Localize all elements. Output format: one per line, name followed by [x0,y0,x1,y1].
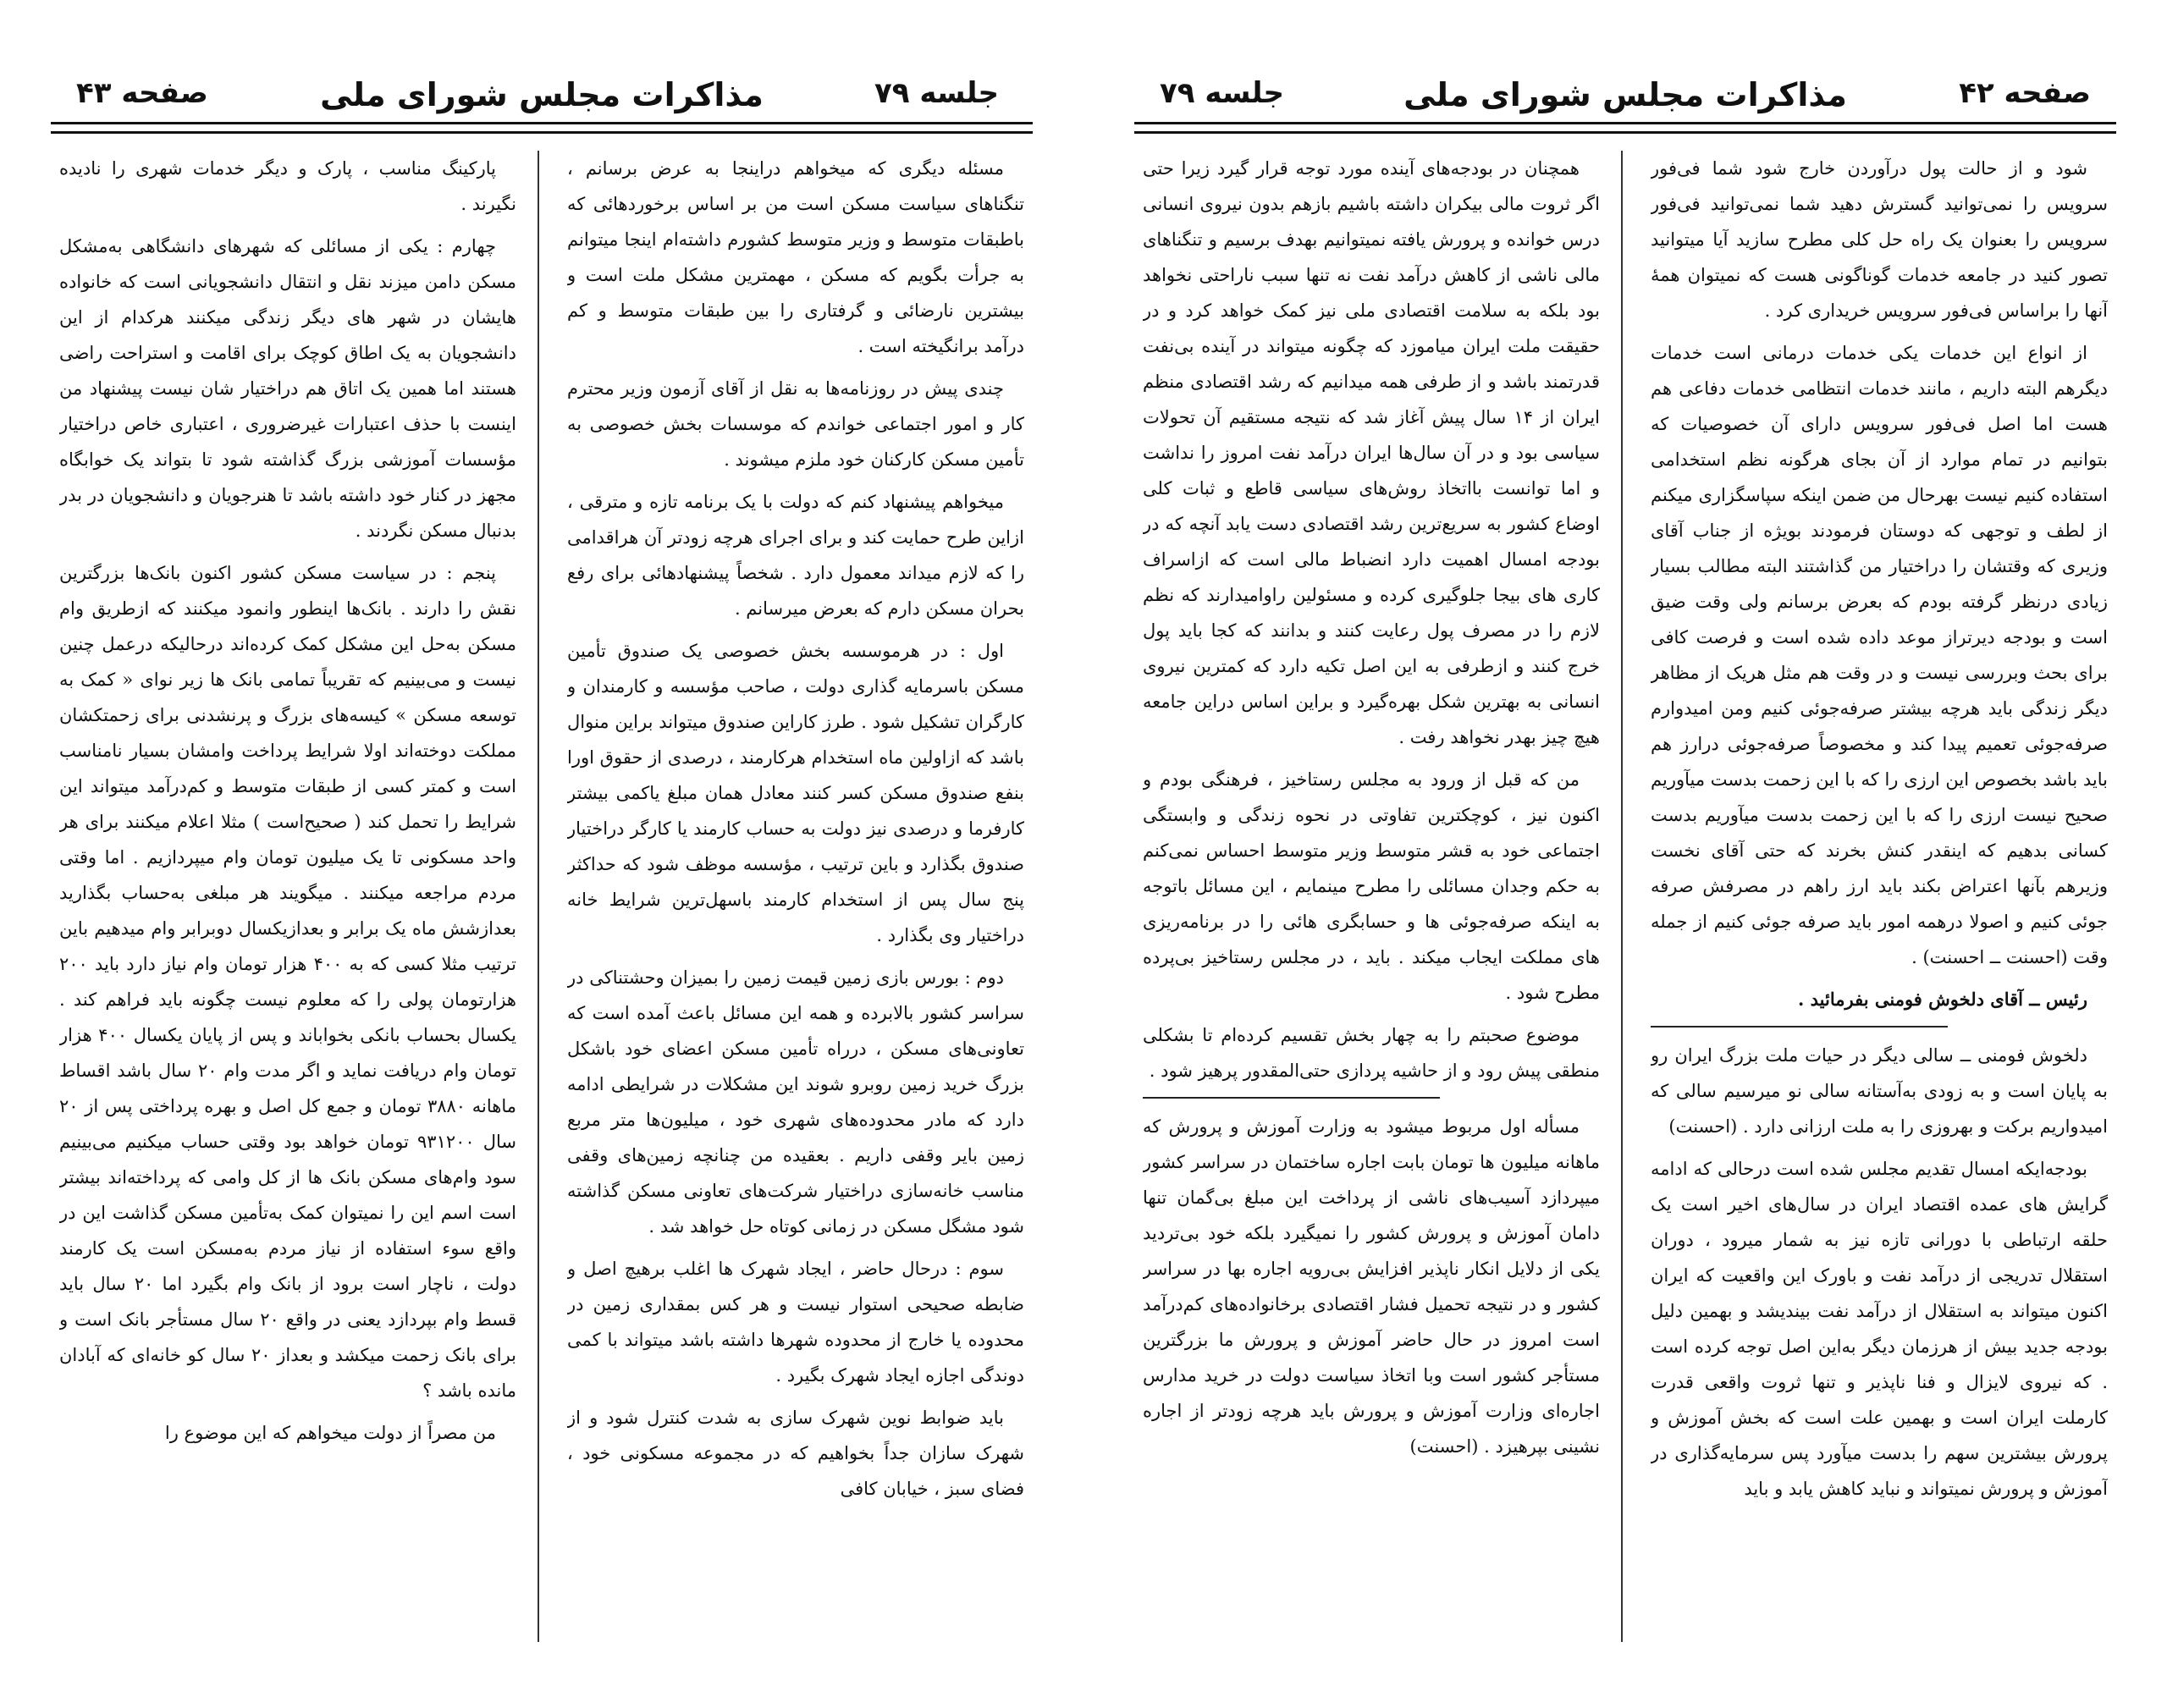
paragraph: از انواع این خدمات یکی خدمات درمانی است خدمات دیگرهم البته داریم ، مانند خدمات انتظامی خدمات دفاعی هم هست اما اصل فی‌فور سرویس دارای آن خصوصیات که بتوانیم در تمام موارد از آن بجای هرگونه نظم استخدامی استفاده کنیم نیست بهرحال من ضمن اینکه سپاسگزاری میکنم از لطف و توجهی که دوستان فرمودند بویژه از جناب آقای وزیری که وقتشان را دراختیار من گذاشتند البته مطالب بسیار زیادی درنظر گرفته بودم که بعرض برسانم ولی وقت ضیق است و بودجه دیرتراز موعد داده شده است و فرصت کافی برای بحث وبررسی نیست و در وقت هم مثل هریک از مظاهر دیگر زندگی باید هرچه بیشتر صرفه‌جوئی کنیم ومن امیدوارم صرفه‌جوئی تعمیم پیدا کند و مخصوصاً صرفه‌جوئی درارز هم باید باشد بخصوص این ارزی را که با این زحمت بدست میآوریم صحیح نیست ارزی را که با این زحمت بدست میآوریم بدست کسانی بدهیم که اینقدر کنش بخرند که حتی آقای نخست وزیرهم بآنها اعتراض بکند باید ارز راهم در مصرفش صرفه جوئی کنیم و اصولا درهمه امور باید صرفه جوئی کنیم از جمله وقت (احسنت ــ احسنت) . [1651,343,2108,967]
publication-title: مذاکرات مجلس شورای ملی [1403,76,1847,113]
page-number: صفحه ۴۳ [76,76,208,110]
right-page-header [1134,69,2116,120]
paragraph: من مصراً از دولت میخواهم که این موضوع را [164,1423,496,1443]
column-divider [538,151,539,1642]
section-rule [1651,1026,1948,1028]
paragraph: اول : در هرموسسه بخش خصوصی یک صندوق تأمین مسکن باسرمایه گذاری دولت ، صاحب مؤسسه و کارمندان و کارگران تشکیل شود . طرز کاراین صندوق میتواند براین منوال باشد که ازاولین ماه استخدام هرکارمند ، درصدی از حقوق اورا بنفع صندوق مسکن کسر کنند معادل همان مبلغ یاکمی بیشتر کارفرما و درصدی نیز دولت به حساب کارمند یا کارگر دراختیار صندوق بگذارد و باین ترتیب ، مؤسسه موظف شود که حداکثر پنج سال پس از استخدام کارمند باسهل‌ترین شرایط خانه دراختیار وی بگذارد . [567,641,1024,945]
paragraph: بودجه‌ایکه امسال تقدیم مجلس شده است درحالی که ادامه گرایش های عمده اقتصاد ایران در سال‌های اخیر است یک حلقه ارتباطی با دورانی تازه نیز به شمار میرود ، دوران استقلال تدریجی از درآمد نفت و باورک این واقعیت که ایران اکنون میتواند به استقلال از درآمد نفت بیندیشد و بهمین دلیل بودجه جدید بیش از هرزمان دیگر به‌این اصل توجه کرده است . که نیروی لایزال و فنا ناپذیر و تنها ثروت واقعی قدرت کارملت ایران است و بهمین علت است که بخش آموزش و پرورش بیشترین سهم را بدست میآورد پس سرمایه‌گذاری در آموزش و پرورش نمیتواند و نباید کاهش یابد و باید [1651,1159,2108,1499]
speaker-line: رئیس ــ آقای دلخوش فومنی بفرمائید . [1798,989,2087,1010]
right-page [1134,51,2116,1659]
paragraph: موضوع صحبتم را به چهار بخش تقسیم کرده‌ام تا بشکلی منطقی پیش رود و از حاشیه پردازی حتی‌المقدور پرهیز شود . [1143,1025,1600,1081]
paragraph: باید ضوابط نوین شهرک سازی به شدت کنترل شود و از شهرک سازان جداً بخواهیم که در مجموعه مسکونی خود ، فضای سبز ، خیابان کافی [567,1408,1024,1499]
paragraph: مسئله دیگری که میخواهم دراینجا به عرض برسانم ، تنگناهای سیاست مسکن است من بر اساس برخوردهائی که باطبقات متوسط و وزیر متوسط کشورم داشته‌ام اینجا میتوانم به جرأت بگویم که مسکن ، مهمترین مشکل ملت است و بیشترین نارضائی و گرفتاری را بین طبقات متوسط و کم درآمد برانگیخته است . [567,158,1024,356]
session-number: جلسه ۷۹ [874,76,999,110]
paragraph: من که قبل از ورود به مجلس رستاخیز ، فرهنگی بودم و اکنون نیز ، کوچکترین تفاوتی در نحوه زندگی و وابستگی اجتماعی خود به قشر متوسط وزیر متوسط احساس نمی‌کنم به حکم وجدان مسائلی را مطرح مینمایم ، این مسائل باتوجه به اینکه صرفه‌جوئی ها و حسابگری هائی را در برنامه‌ریزی های مملکت ایجاب میکند . باید ، در مجلس رستاخیز بی‌پرده مطرح شود . [1143,769,1600,1003]
paragraph: دلخوش فومنی ــ سالی دیگر در حیات ملت بزرگ ایران رو به پایان است و به زودی به‌آستانه سالی نو میرسیم سالی که امیدواریم برکت و بهروزی را به ملت ارزانی دارد . (احسنت) [1651,1045,2108,1137]
section-rule [1143,1097,1440,1099]
paragraph: چندی پیش در روزنامه‌ها به نقل از آقای آزمون وزیر محترم کار و امور اجتماعی خواندم که موسسات بخش خصوصی به تأمین مسکن کارکنان خود ملزم میشوند . [567,378,1024,470]
text-column-1 [567,151,1024,1642]
paragraph: پارکینگ مناسب ، پارک و دیگر خدمات شهری را نادیده نگیرند . [59,158,516,214]
paragraph: شود و از حالت پول درآوردن خارج شود شما فی‌فور سرویس را نمی‌توانید گسترش دهید شما نمی‌توانید فی‌فور سرویس را بعنوان یک راه حل کلی مطرح سازید آیا میتوانید تصور کنید در جامعه خدمات گوناگونی هست که نمیتوان همهٔ آنها را براساس فی‌فور سرویس خریداری کرد . [1651,158,2108,321]
session-number: جلسه ۷۹ [1160,76,1284,110]
paragraph: پنجم : در سیاست مسکن کشور اکنون بانک‌ها بزرگترین نقش را دارند . بانک‌ها اینطور وانمود میکنند که ازطریق وام مسکن به‌حل این مشکل کمک کرده‌اند درحالیکه درعمل چنین نیست و می‌بینیم که تقریباً تمامی بانک ها زیر نوای « کمک به توسعه مسکن » کیسه‌های بزرگ و پرنشدنی برای زحمتکشان مملکت دوخته‌اند اولا شرایط پرداخت وامشان بسیار نامناسب است و کمتر کسی از طبقات متوسط و کم‌درآمد میتواند این شرایط را تحمل کند ( صحیح‌است ) مثلا اعلام میکنند برای هر واحد مسکونی تا یک میلیون تومان وام میپردازیم . اما وقتی مردم مراجعه میکنند . میگویند هر مبلغی به‌حساب بگذارید بعدازشش ماه یک برابر و بعدازیکسال دوبرابر وام میدهیم باین ترتیب مثلا کسی که به ۴۰۰ هزار تومان وام نیاز دارد باید ۲۰۰ هزارتومان پولی را که معلوم نیست چگونه باید فراهم کند . یکسال بحساب بانکی بخواباند و پس از پایان یکسال ۴۰۰ هزار تومان وام دریافت نماید و اگر مدت وام ۲۰ سال باشد اقساط ماهانه ۳۸۸۰ تومان و جمع کل اصل و بهره پرداختی پس از ۲۰ سال ۹۳۱۲۰۰ تومان خواهد بود وقتی حساب میکنیم می‌بینیم سود وام‌های مسکن بانک ها از کل وامی که پرداخته‌اند بیشتر است اسم این را نمیتوان کمک به‌تأمین مسکن گذاشت این در واقع سوء استفاده از نیاز مردم به‌مسکن است یک کارمند دولت ، ناچار است برود از بانک وام بگیرد اما ۲۰ سال باید قسط وام بپردازد یعنی در واقع ۲۰ سال مستأجر بانک است و برای بانک زحمت میکشد و بعداز ۲۰ سال کو خانه‌ای که آبادان مانده باشد ؟ [59,563,516,1401]
text-column-1 [1651,151,2108,1642]
header-rule [1134,122,2116,134]
text-column-2 [59,151,516,1642]
text-column-2 [1143,151,1600,1642]
paragraph: میخواهم پیشنهاد کنم که دولت با یک برنامه تازه و مترقی ، ازاین طرح حمایت کند و برای اجرای هرچه زودتر آن هراقدامی را که لازم میداند معمول دارد . شخصاً پیشنهادهائی برای رفع بحران مسکن دارم که بعرض میرسانم . [567,492,1024,619]
paragraph: سوم : درحال حاضر ، ایجاد شهرک ها اغلب برهیچ اصل و ضابطه صحیحی استوار نیست و هر کس بمقداری زمین در محدوده یا خارج از محدوده شهرها داشته باشد میتواند با کمی دوندگی اجازه ایجاد شهرک بگیرد . [567,1259,1024,1386]
paragraph: دوم : بورس بازی زمین قیمت زمین را بمیزان وحشتناکی در سراسر کشور بالابرده و همه این مسائل باعث آمده است که تعاونی‌های مسکن ، درراه تأمین مسکن اعضای خود باشکل بزرگ خرید زمین روبرو شوند این مشکلات در شرایطی ادامه دارد که مادر محدوده‌های شهری خود ، میلیون‌ها متر مربع زمین بایر وقفی داریم . بعقیده من چنانچه زمین‌های وقفی مناسب خانه‌سازی دراختیار شرکت‌های تعاونی مسکن گذاشته شود مشگل مسکن در زمانی کوتاه حل خواهد شد . [567,967,1024,1237]
paragraph: مسأله اول مربوط میشود به وزارت آموزش و پرورش که ماهانه میلیون ها تومان بابت اجاره ساختمان در سراسر کشور میپردازد آسیب‌های ناشی از پرداخت این مبلغ بی‌گمان تنها دامان آموزش و پرورش کشور را نمیگیرد بلکه خود بی‌تردید یکی از دلایل انکار ناپذیر افزایش بی‌رویه اجاره بها در سراسر کشور و در نتیجه تحمیل فشار اقتصادی برخانواده‌های کم‌درآمد است امروز در حال حاضر آموزش و پرورش ما بزرگترین مستأجر کشور است وبا اتخاذ سیاست دولت در خرید مدارس اجاره‌ای وزارت آموزش و پرورش باید هرچه زودتر از اجاره نشینی بپرهیزد . (احسنت) [1143,1116,1600,1457]
publication-title: مذاکرات مجلس شورای ملی [320,76,764,113]
page-number: صفحه ۴۲ [1959,76,2091,110]
paragraph: چهارم : یکی از مسائلی که شهرهای دانشگاهی به‌مشکل مسکن دامن میزند نقل و انتقال دانشجویانی است که خانواده هایشان در شهر های دیگر زندگی میکنند هرکدام از این دانشجویان به یک اطاق کوچک برای اقامت و استراحت راضی هستند اما همین یک اتاق هم دراختیار شان نیست پیشنهاد من اینست با حذف اعتبارات غیرضروری ، اعتباری خاص دراختیار مؤسسات آموزشی بزرگ گذاشته شود تا بتواند یک خوابگاه مجهز در کنار خود داشته باشد تا هنرجویان و دانشجویان در بدر بدنبال مسکن نگردند . [59,236,516,541]
header-rule [51,122,1033,134]
column-divider [1621,151,1623,1642]
paragraph: همچنان در بودجه‌های آینده مورد توجه قرار گیرد زیرا حتی اگر ثروت مالی بیکران داشته باشیم بازهم بدون نیروی انسانی درس خوانده و پرورش یافته نمیتوانیم بهدف برسیم و تنگناهای مالی ناشی از کاهش درآمد نفت نه تنها سبب ناراحتی نخواهد بود بلکه به سلامت اقتصادی ملی نیز کمک خواهد کرد و در حقیقت ملت ایران میاموزد که چگونه میتواند در آینده بی‌نفت قدرتمند باشد و از طرفی همه میدانیم که رشد اقتصادی منظم ایران از ۱۴ سال پیش آغاز شد که نتیجه مستقیم آن تحولات سیاسی بود و در آن سال‌ها ایران درآمد نفت امروز را نداشت و اما توانست بااتخاذ روش‌های سیاسی قاطع و ثبات کلی اوضاع کشور به سریع‌ترین رشد اقتصادی دست یابد آنچه که در بودجه امسال اهمیت دارد انضباط مالی است که ازاسراف کاری های بیجا جلوگیری کرده و مسئولین راوامیدارند که نظم لازم را در مصرف پول رعایت کنند و بدانند که کجا باید پول خرج کنند و ازطرفی به این اصل تکیه دارد که کمترین نیروی انسانی به بهترین شکل بهره‌گیرد و براین اساس دراین جامعه هیچ چیز بهدر نخواهد رفت . [1143,158,1600,747]
left-page [51,51,1033,1659]
left-page-header [51,69,1033,120]
